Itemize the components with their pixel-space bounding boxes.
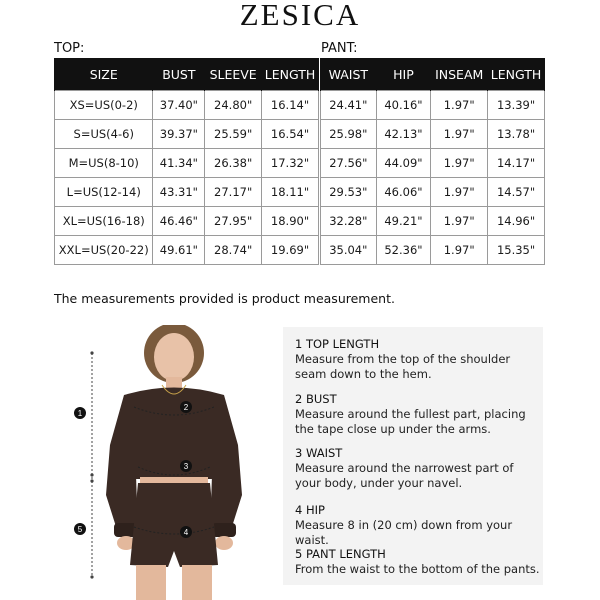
- shorts-shape: [130, 483, 218, 567]
- table-cell: 46.46": [153, 207, 205, 236]
- table-row: [321, 120, 545, 149]
- table-cell: XS=US(0-2): [55, 91, 153, 120]
- table-cell: 46.06": [376, 178, 431, 207]
- table-cell: 49.21": [376, 207, 431, 236]
- table-cell: 28.74": [205, 236, 262, 265]
- table-cell: 1.97": [431, 91, 488, 120]
- table-cell: 27.56": [321, 149, 377, 178]
- instruction-body: From the waist to the bottom of the pants.: [295, 562, 540, 576]
- table-cell: 42.13": [376, 120, 431, 149]
- instruction-body: Measure from the top of the shoulder seam down to the hem.: [295, 352, 511, 381]
- right-hand: [215, 536, 233, 550]
- instruction-item: [295, 337, 540, 382]
- table-cell: 41.34": [153, 149, 205, 178]
- table-cell: 13.78": [488, 120, 545, 149]
- table-cell: 37.40": [153, 91, 205, 120]
- top-section-label: TOP:: [54, 41, 85, 56]
- column-header: BUST: [153, 58, 205, 91]
- instruction-title: 2 BUST: [295, 392, 337, 406]
- column-header: SIZE: [55, 58, 153, 91]
- measurement-note: The measurements provided is product measurement.: [54, 291, 395, 306]
- table-header-row: [55, 58, 319, 91]
- marker-3-label: 3: [183, 462, 189, 471]
- table-cell: 49.61": [153, 236, 205, 265]
- table-cell: 1.97": [431, 178, 488, 207]
- instruction-body: Measure 8 in (20 cm) down from your waist.: [295, 518, 513, 547]
- table-cell: L=US(12-14): [55, 178, 153, 207]
- instruction-title: 4 HIP: [295, 503, 325, 517]
- table-row: [321, 178, 545, 207]
- table-row: [321, 207, 545, 236]
- right-cuff: [212, 523, 236, 537]
- table-cell: 16.54": [262, 120, 319, 149]
- instruction-title: 3 WAIST: [295, 446, 343, 460]
- table-cell: 43.31": [153, 178, 205, 207]
- sweater-body: [134, 443, 214, 479]
- table-cell: 13.39": [488, 91, 545, 120]
- instruction-item: [295, 392, 540, 437]
- table-cell: 24.80": [205, 91, 262, 120]
- instruction-title: 5 PANT LENGTH: [295, 547, 386, 561]
- table-cell: 52.36": [376, 236, 431, 265]
- table-cell: S=US(4-6): [55, 120, 153, 149]
- table-cell: 25.59": [205, 120, 262, 149]
- line-end-dot: [90, 479, 93, 482]
- table-cell: 17.32": [262, 149, 319, 178]
- table-cell: 1.97": [431, 236, 488, 265]
- table-cell: 27.17": [205, 178, 262, 207]
- table-cell: XXL=US(20-22): [55, 236, 153, 265]
- column-header: HIP: [376, 58, 431, 91]
- instruction-body: Measure around the narrowest part of your body, under your navel.: [295, 461, 514, 490]
- right-leg: [182, 565, 212, 600]
- table-cell: 14.57": [488, 178, 545, 207]
- marker-4-label: 4: [183, 528, 189, 537]
- model-illustration: [62, 325, 282, 600]
- table-cell: 1.97": [431, 120, 488, 149]
- column-header: LENGTH: [488, 58, 545, 91]
- table-row: [321, 91, 545, 120]
- marker-1-label: 1: [77, 409, 83, 418]
- table-header-row: [321, 58, 545, 91]
- table-cell: M=US(8-10): [55, 149, 153, 178]
- column-header: WAIST: [321, 58, 377, 91]
- table-row: [321, 236, 545, 265]
- column-header: LENGTH: [262, 58, 319, 91]
- pant-section-label: PANT:: [321, 41, 358, 56]
- column-header: INSEAM: [431, 58, 488, 91]
- table-cell: 39.37": [153, 120, 205, 149]
- table-cell: 18.90": [262, 207, 319, 236]
- marker-5-label: 5: [77, 525, 83, 534]
- table-cell: 26.38": [205, 149, 262, 178]
- instruction-item: [295, 503, 540, 548]
- model-figure: [62, 325, 282, 600]
- instruction-item: [295, 547, 540, 577]
- table-cell: 16.14": [262, 91, 319, 120]
- table-row: [55, 149, 319, 178]
- table-cell: 1.97": [431, 149, 488, 178]
- instructions-panel: [283, 327, 543, 585]
- instruction-body: Measure around the fullest part, placing the tape close up under the arms.: [295, 407, 526, 436]
- table-row: [55, 178, 319, 207]
- table-row: [55, 120, 319, 149]
- table-row: [55, 207, 319, 236]
- table-cell: 15.35": [488, 236, 545, 265]
- table-cell: 25.98": [321, 120, 377, 149]
- table-cell: 24.41": [321, 91, 377, 120]
- instruction-title: 1 TOP LENGTH: [295, 337, 380, 351]
- table-cell: 14.96": [488, 207, 545, 236]
- table-cell: 18.11": [262, 178, 319, 207]
- line-end-dot: [90, 473, 93, 476]
- table-cell: 1.97": [431, 207, 488, 236]
- table-row: [55, 236, 319, 265]
- table-cell: 40.16": [376, 91, 431, 120]
- table-cell: 35.04": [321, 236, 377, 265]
- marker-2-label: 2: [183, 403, 189, 412]
- instruction-item: [295, 446, 540, 491]
- pant-size-table: [320, 58, 545, 265]
- line-end-dot: [90, 575, 93, 578]
- brand-logo: ZESICA: [239, 0, 361, 32]
- table-cell: 27.95": [205, 207, 262, 236]
- table-cell: 19.69": [262, 236, 319, 265]
- table-cell: 14.17": [488, 149, 545, 178]
- table-cell: 29.53": [321, 178, 377, 207]
- line-end-dot: [90, 351, 93, 354]
- table-cell: XL=US(16-18): [55, 207, 153, 236]
- table-row: [321, 149, 545, 178]
- left-leg: [136, 565, 166, 600]
- top-size-table: [54, 58, 319, 265]
- table-row: [55, 91, 319, 120]
- table-cell: 32.28": [321, 207, 377, 236]
- table-cell: 44.09": [376, 149, 431, 178]
- face-shape: [154, 333, 194, 381]
- column-header: SLEEVE: [205, 58, 262, 91]
